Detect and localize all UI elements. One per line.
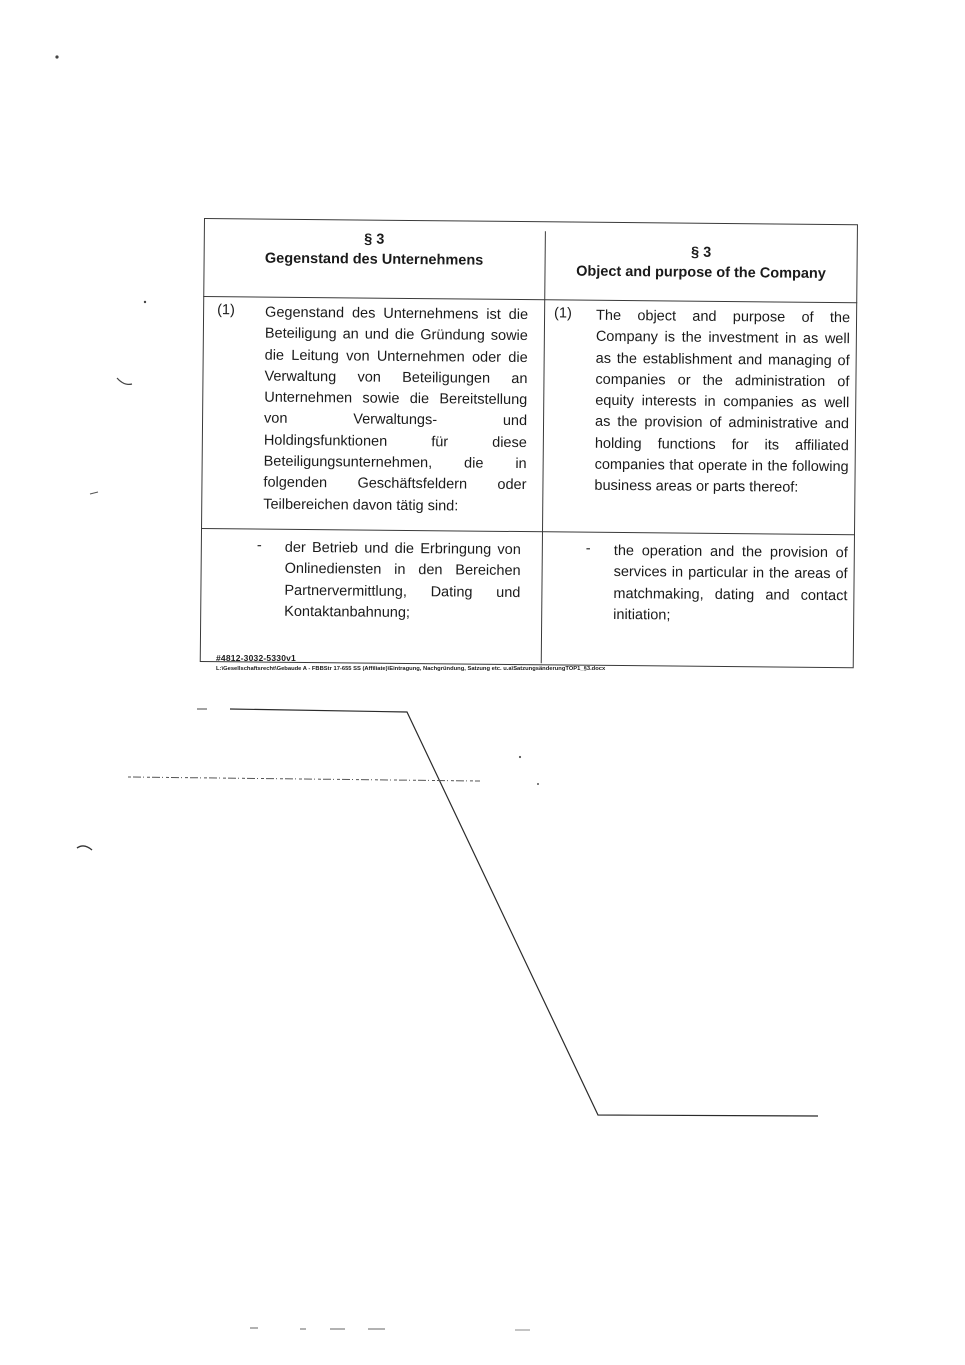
right-heading xyxy=(544,241,857,284)
file-path: L:\Gesellschaftsrecht\Gebaude A - FBBStr 17-655 SS (Affiliate)\Eintragung, Nachgründung, Satzung etc. u.a\SatzungsänderungTOP1_§3.docx xyxy=(216,666,606,672)
right-section-title: Object and purpose of the Company xyxy=(576,263,826,282)
left-heading xyxy=(204,228,545,271)
right-bullet-text: the operation and the provision of services in particular in the areas of matchmaking, dating and contact initiation; xyxy=(613,542,848,624)
bilingual-table xyxy=(200,218,858,668)
left-item-text: Gegenstand des Unternehmens ist die Beteiligung an und die Gründung sowie die Leitung von Unternehmen oder die Verwaltung von Beteiligungen an Unternehmen sowie die Bereitstellung von Verwaltungs- und Holdingsfunktionen für diese Beteiligungsunternehmen, die in folgenden Geschäftsfeldern oder Teilbereichen davon tätig sind: xyxy=(263,304,529,515)
right-bullet-mark: - xyxy=(585,540,591,557)
left-bullet-mark: - xyxy=(256,537,262,554)
scan-dotted-line xyxy=(128,777,480,781)
left-section-number: § 3 xyxy=(364,231,385,248)
left-bullet-text: der Betrieb und die Erbringung von Onlinediensten in den Bereichen Partnervermittlung, Dating und Kontaktanbahnung; xyxy=(284,539,521,621)
document-id: #4812-3032-5330v1 xyxy=(216,653,296,663)
right-item-text: The object and purpose of the Company is the investment in as well as the establishment and managing of companies or the administration of equity interests in companies as well as the provision of administrative and holding functions for its affiliated companies that operate in the following business areas or parts thereof: xyxy=(594,307,851,497)
left-item-number: (1) xyxy=(217,302,235,319)
right-section-number: § 3 xyxy=(691,244,712,261)
cancellation-stroke xyxy=(230,709,818,1116)
right-item-number: (1) xyxy=(554,305,572,322)
left-section-title: Gegenstand des Unternehmens xyxy=(264,250,484,269)
